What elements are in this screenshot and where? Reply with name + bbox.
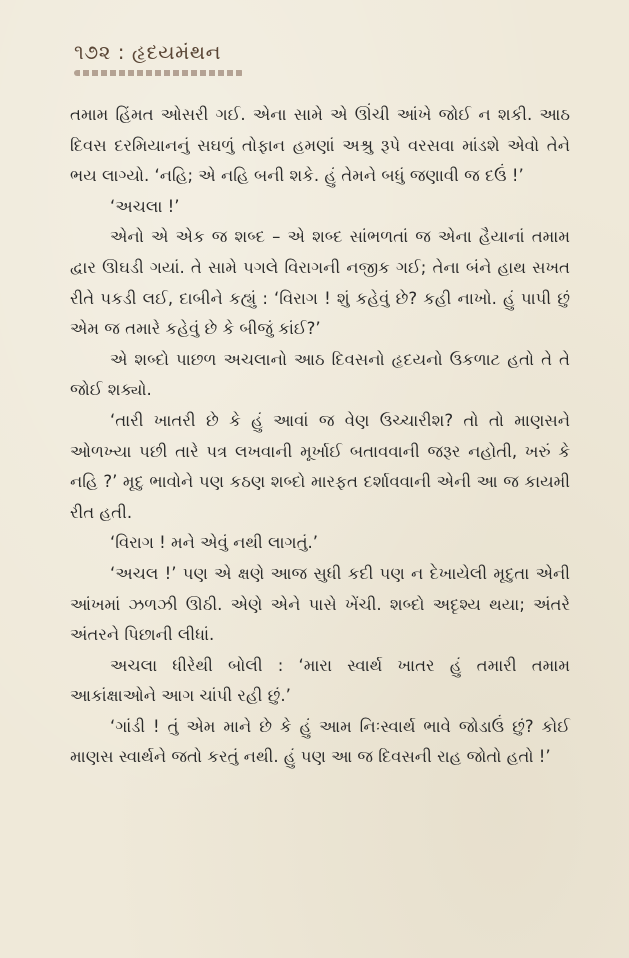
header-underline xyxy=(74,70,244,76)
paragraph: તમામ હિંમત ઓસરી ગઈ. એના સામે એ ઊંચી આંખે જોઈ ન શકી. આઠ દિવસ દરમિયાનનું સઘળું તોફાન હમણાં અશ્રુ રૂપે વરસવા માંડશે એવો તેને ભય લાગ્યો. ‘નહિ; એ નહિ બની શકે. હું તેમને બધું જણાવી જ દઉં !’ xyxy=(70,105,570,186)
paragraph: ‘તારી ખાતરી છે કે હું આવાં જ વેણ ઉચ્ચારીશ? તો તો માણસને ઓળખ્યા પછી તારે પત્ર લખવાની મૂર્ખાઈ બતાવવાની જરૂર નહોતી, ખરું કે નહિ ?’ મૃદુ ભાવોને પણ કઠણ શબ્દો મારફત દર્શાવવાની એની આ જ કાયમી રીત હતી. xyxy=(70,410,570,522)
paragraph: અચલા ધીરેથી બોલી : ‘મારા સ્વાર્થ ખાતર હું તમારી તમામ આકાંક્ષાઓને આગ ચાંપી રહી છું.’ xyxy=(70,655,570,706)
paragraph: ‘અચલ !’ પણ એ ક્ષણે આજ સુધી કદી પણ ન દેખાયેલી મૃદુતા એની આંખમાં ઝળઝી ઊઠી. એણે એને પાસે ખેંચી. શબ્દો અદૃશ્ય થયા; અંતરે અંતરને પિછાની લીધાં. xyxy=(70,563,570,645)
paragraph: એ શબ્દો પાછળ અચલાનો આઠ દિવસનો હૃદયનો ઉકળાટ હતો તે તે જોઈ શક્યો. xyxy=(70,349,570,400)
paragraph: ‘વિરાગ ! મને એવું નથી લાગતું.’ xyxy=(110,533,318,553)
page-header: ૧૭૨ : હૃદયમંથન xyxy=(74,40,222,64)
body-text xyxy=(70,100,570,773)
paragraph: ‘ગાંડી ! તું એમ માને છે કે હું આમ નિઃસ્વાર્થ ભાવે જોડાઉં છું? કોઈ માણસ સ્વાર્થને જતો કરતું નથી. હું પણ આ જ દિવસની રાહ જોતો હતો !’ xyxy=(70,716,570,767)
paragraph: ‘અચલા !’ xyxy=(110,196,180,216)
paragraph: એનો એ એક જ શબ્દ – એ શબ્દ સાંભળતાં જ એના હૈયાનાં તમામ દ્વાર ઊઘડી ગયાં. તે સામે પગલે વિરાગની નજીક ગઈ; તેના બંને હાથ સખત રીતે પકડી લઈ, દાબીને કહ્યું : ‘વિરાગ ! શું કહેવું છે? કહી નાખો. હું પાપી છું એમ જ તમારે કહેવું છે કે બીજું કાંઈ?’ xyxy=(70,227,570,339)
